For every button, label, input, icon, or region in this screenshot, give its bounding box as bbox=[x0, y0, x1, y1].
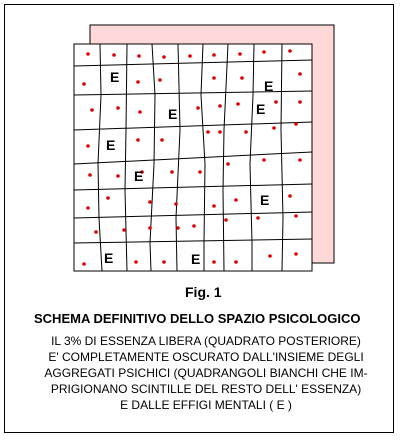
essence-spark-dot bbox=[294, 214, 298, 218]
essence-spark-dot bbox=[212, 204, 216, 208]
essence-spark-dot bbox=[138, 110, 142, 114]
essence-spark-dot bbox=[160, 138, 164, 142]
essence-spark-dot bbox=[122, 228, 126, 232]
essence-spark-dot bbox=[234, 260, 238, 264]
essence-spark-dot bbox=[256, 216, 260, 220]
essence-spark-dot bbox=[288, 49, 292, 53]
essence-spark-dot bbox=[294, 122, 298, 126]
essence-spark-dot bbox=[198, 170, 202, 174]
essence-spark-dot bbox=[274, 100, 278, 104]
essence-spark-dot bbox=[298, 72, 302, 76]
essence-spark-dot bbox=[212, 53, 216, 57]
essence-spark-dot bbox=[298, 100, 302, 104]
essence-spark-dot bbox=[206, 130, 210, 134]
essence-spark-dot bbox=[234, 198, 238, 202]
essence-spark-dot bbox=[112, 53, 116, 57]
essence-spark-dot bbox=[82, 262, 86, 266]
essence-spark-dot bbox=[82, 82, 86, 86]
essence-spark-dot bbox=[212, 260, 216, 264]
mental-effigy-marker: E bbox=[191, 251, 201, 267]
mental-effigy-marker: E bbox=[134, 168, 144, 184]
caption-line: IL 3% DI ESSENZA LIBERA (QUADRATO POSTERIORE) bbox=[51, 334, 361, 348]
essence-spark-dot bbox=[174, 202, 178, 206]
mental-effigy-marker: E bbox=[256, 101, 266, 117]
essence-spark-dot bbox=[176, 226, 180, 230]
essence-spark-dot bbox=[262, 50, 266, 54]
figure-label: Fig. 1 bbox=[185, 284, 222, 300]
essence-spark-dot bbox=[236, 102, 240, 106]
mental-effigy-marker: E bbox=[110, 69, 120, 85]
essence-spark-dot bbox=[94, 230, 98, 234]
essence-spark-dot bbox=[162, 55, 166, 59]
mental-effigy-marker: E bbox=[106, 137, 116, 153]
caption-line: E DALLE EFFIGI MENTALI ( E ) bbox=[120, 398, 292, 412]
essence-spark-dot bbox=[137, 54, 141, 58]
essence-spark-dot bbox=[244, 130, 248, 134]
mental-effigy-marker: E bbox=[260, 192, 270, 208]
essence-spark-dot bbox=[218, 104, 222, 108]
essence-spark-dot bbox=[226, 162, 230, 166]
essence-spark-dot bbox=[116, 174, 120, 178]
essence-spark-dot bbox=[268, 254, 272, 258]
mental-effigy-marker: E bbox=[168, 106, 178, 122]
essence-spark-dot bbox=[288, 194, 292, 198]
essence-spark-dot bbox=[90, 108, 94, 112]
essence-spark-dot bbox=[192, 224, 196, 228]
essence-spark-dot bbox=[86, 144, 90, 148]
essence-spark-dot bbox=[162, 260, 166, 264]
essence-spark-dot bbox=[136, 138, 140, 142]
caption-line: AGGREGATI PSICHICI (QUADRANGOLI BIANCHI CHE IM- bbox=[44, 366, 368, 380]
essence-spark-dot bbox=[262, 158, 266, 162]
essence-spark-dot bbox=[86, 206, 90, 210]
caption-title: SCHEMA DEFINITIVO DELLO SPAZIO PSICOLOGICO bbox=[34, 311, 361, 326]
essence-spark-dot bbox=[88, 173, 92, 177]
essence-spark-dot bbox=[116, 106, 120, 110]
caption-body bbox=[30, 333, 382, 413]
essence-spark-dot bbox=[106, 196, 110, 200]
essence-spark-dot bbox=[212, 76, 216, 80]
essence-spark-dot bbox=[148, 200, 152, 204]
essence-spark-dot bbox=[170, 170, 174, 174]
mental-effigy-marker: E bbox=[104, 250, 114, 266]
caption-line: PRIGIONANO SCINTILLE DEL RESTO DELL' ESSENZA) bbox=[50, 382, 362, 396]
essence-spark-dot bbox=[134, 260, 138, 264]
essence-spark-dot bbox=[158, 78, 162, 82]
essence-spark-dot bbox=[148, 226, 152, 230]
essence-spark-dot bbox=[224, 218, 228, 222]
essence-spark-dot bbox=[240, 76, 244, 80]
essence-spark-dot bbox=[294, 252, 298, 256]
essence-spark-dot bbox=[196, 106, 200, 110]
essence-spark-dot bbox=[86, 52, 90, 56]
essence-spark-dot bbox=[218, 130, 222, 134]
essence-spark-dot bbox=[272, 126, 276, 130]
essence-spark-dot bbox=[188, 54, 192, 58]
caption-line: E' COMPLETAMENTE OSCURATO DALL'INSIEME DEGLI bbox=[48, 350, 364, 364]
essence-spark-dot bbox=[136, 80, 140, 84]
essence-spark-dot bbox=[298, 158, 302, 162]
essence-spark-dot bbox=[238, 52, 242, 56]
mental-effigy-marker: E bbox=[264, 78, 274, 94]
